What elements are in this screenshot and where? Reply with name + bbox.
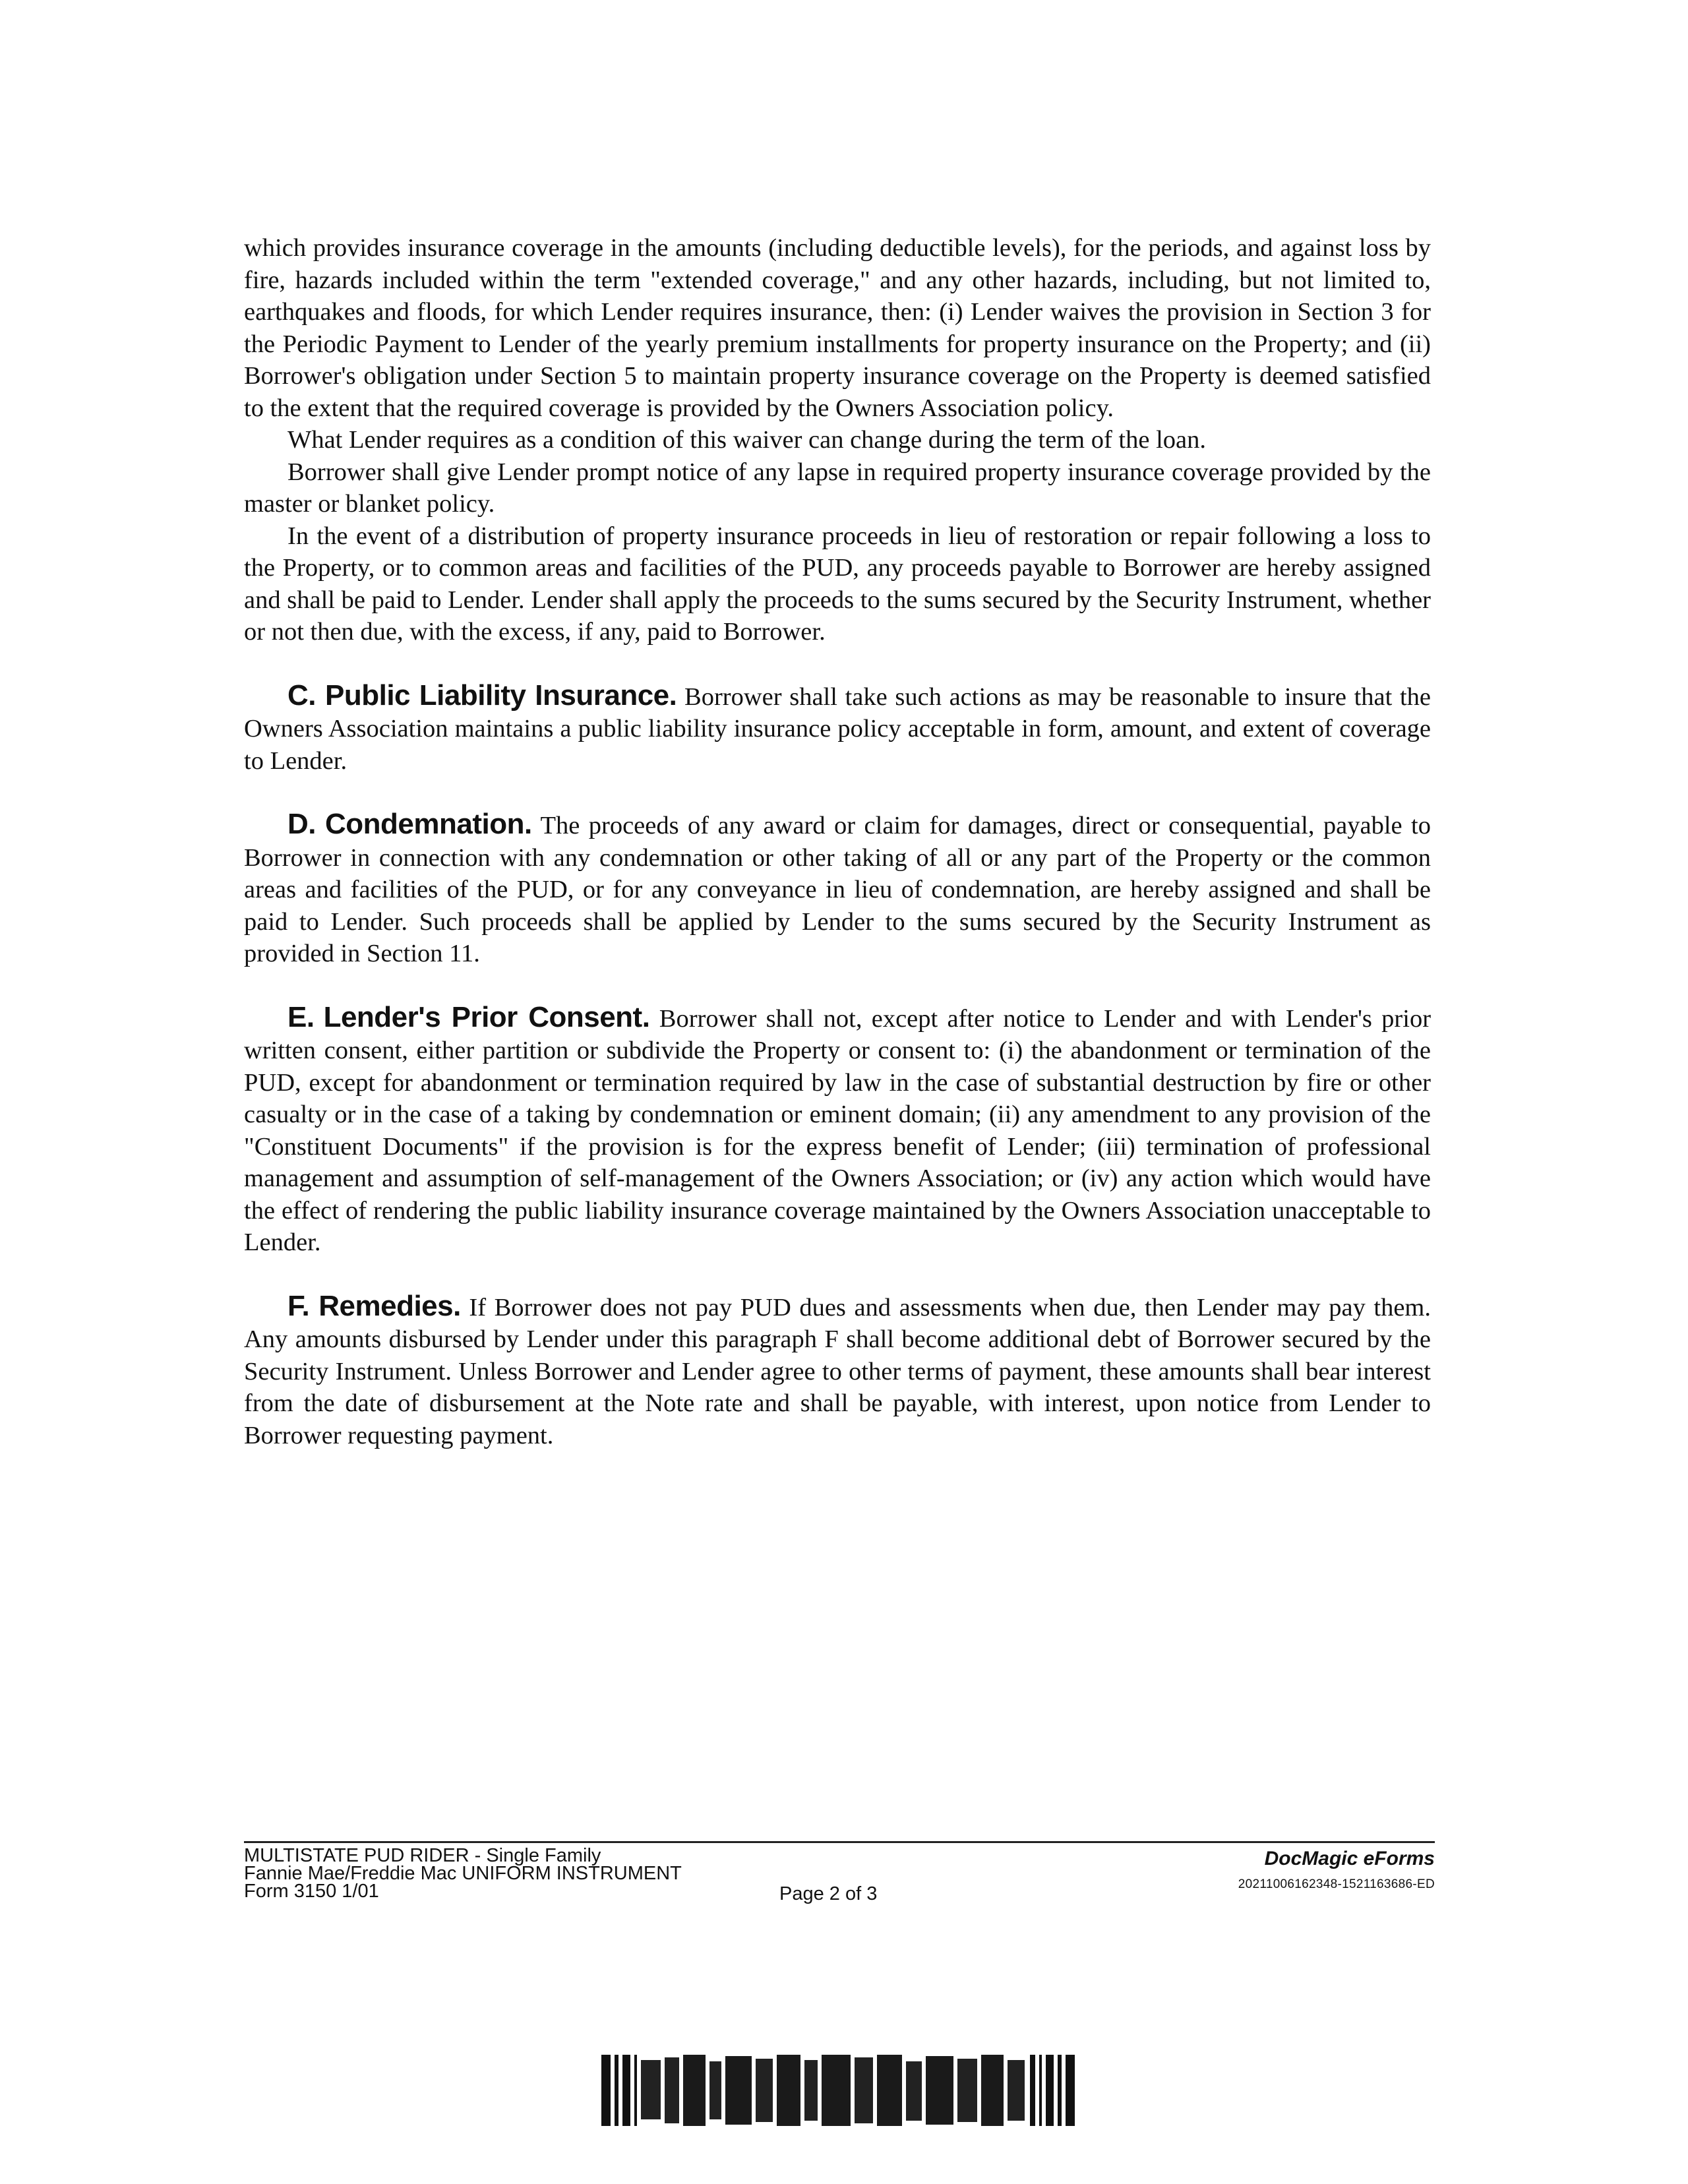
section-text: The proceeds of any award or claim for damages, direct or consequential, payable to Borrower in connection with any condemnation or other taking of all or any part of the Property or the common areas and facilities of the PUD, or for any conveyance in lieu of condemnation, are hereby assigned and shall be paid to Lender. Such proceeds shall be applied by Lender to the sums secured by the Security Instrument as provided in Section 11. bbox=[244, 812, 1431, 967]
section-letter: C. bbox=[287, 679, 316, 712]
section-letter: F. bbox=[287, 1289, 310, 1322]
paragraph-lapse-notice: Borrower shall give Lender prompt notice of any lapse in required property insurance coverage provided by the master or blanket policy. bbox=[244, 458, 1431, 518]
section-heading bbox=[287, 679, 677, 712]
section-letter: E. bbox=[287, 1000, 315, 1033]
page-footer bbox=[244, 1841, 1435, 1902]
vendor-block bbox=[1238, 1850, 1435, 1893]
section-letter: D. bbox=[287, 808, 316, 840]
paragraph-waiver-condition: What Lender requires as a condition of this waiver can change during the term of the loan. bbox=[287, 426, 1206, 454]
document-id: 20211006162348-1521163686-ED bbox=[1238, 1877, 1435, 1891]
section-condemnation bbox=[244, 808, 1431, 970]
paragraph-insurance-proceeds: In the event of a distribution of property insurance proceeds in lieu of restoration or repair following a loss to the Property, or to common areas and facilities of the PUD, any proceeds payable to Borrower are hereby assigned and shall be paid to Lender. Lender shall apply the proceeds to the sums secured by the Security Instrument, whether or not then due, with the excess, if any, paid to Borrower. bbox=[244, 522, 1431, 646]
form-title: MULTISTATE PUD RIDER - Single Family bbox=[244, 1845, 601, 1866]
section-text: Borrower shall take such actions as may be reasonable to insure that the Owners Association maintains a public liability insurance policy acceptable in form, amount, and extent of coverage to Lender. bbox=[244, 682, 1431, 775]
section-lenders-prior-consent bbox=[244, 1002, 1431, 1259]
page-number: Page 2 of 3 bbox=[779, 1883, 878, 1904]
section-title: Remedies. bbox=[318, 1289, 461, 1322]
section-title: Condemnation. bbox=[325, 808, 532, 840]
section-title: Public Liability Insurance. bbox=[325, 679, 677, 712]
section-remedies bbox=[244, 1290, 1431, 1452]
section-text: Borrower shall not, except after notice to Lender and with Lender's prior written consent, either partition or subdivide the Property or consent to: (i) the abandonment or termination of the PUD, except for abandonment or termination required by law in the case of substantial destruction by fire or other casualty or in the case of a taking by condemnation or eminent domain; (ii) any amendment to any provision of the "Constituent Documents" if the provision is for the express benefit of Lender; (iii) termination of professional management and assumption of self-management of the Owners Association; or (iv) any action which would have the effect of rendering the public liability insurance coverage maintained by the Owners Association unacceptable to Lender. bbox=[244, 1004, 1432, 1256]
form-identifier bbox=[244, 1847, 682, 1900]
section-title: Lender's Prior Consent. bbox=[323, 1000, 650, 1033]
form-instrument: Fannie Mae/Freddie Mac UNIFORM INSTRUMENT bbox=[244, 1863, 682, 1884]
docmagic-logo: DocMagic eForms bbox=[1264, 1848, 1435, 1869]
section-text: If Borrower does not pay PUD dues and assessments when due, then Lender may pay them. Any amounts disbursed by Lender under this paragraph F shall become additional debt of Borrower secured by the Security Instrument. Unless Borrower and Lender agree to other terms of payment, these amounts shall bear interest from the date of disbursement at the Note rate and shall be payable, with interest, upon notice from Lender to Borrower requesting payment. bbox=[244, 1293, 1431, 1449]
section-public-liability bbox=[244, 680, 1431, 777]
document-body bbox=[244, 232, 1431, 1451]
paragraph-insurance-coverage: which provides insurance coverage in the amounts (including deductible levels), for the periods, and against loss by fire, hazards included within the term "extended coverage," and any other hazards, including, but not limited to, earthquakes and floods, for which Lender requires insurance, then: (i) Lender waives the provision in Section 3 for the Periodic Payment to Lender of the yearly premium installments for property insurance on the Property; and (ii) Borrower's obligation under Section 5 to maintain property insurance coverage on the Property is deemed satisfied to the extent that the required coverage is provided by the Owners Association policy. bbox=[244, 234, 1431, 422]
barcode-icon bbox=[601, 2055, 1076, 2126]
form-number: Form 3150 1/01 bbox=[244, 1881, 379, 1902]
section-heading bbox=[287, 808, 532, 840]
section-heading bbox=[287, 1290, 461, 1322]
section-heading bbox=[287, 1001, 649, 1033]
